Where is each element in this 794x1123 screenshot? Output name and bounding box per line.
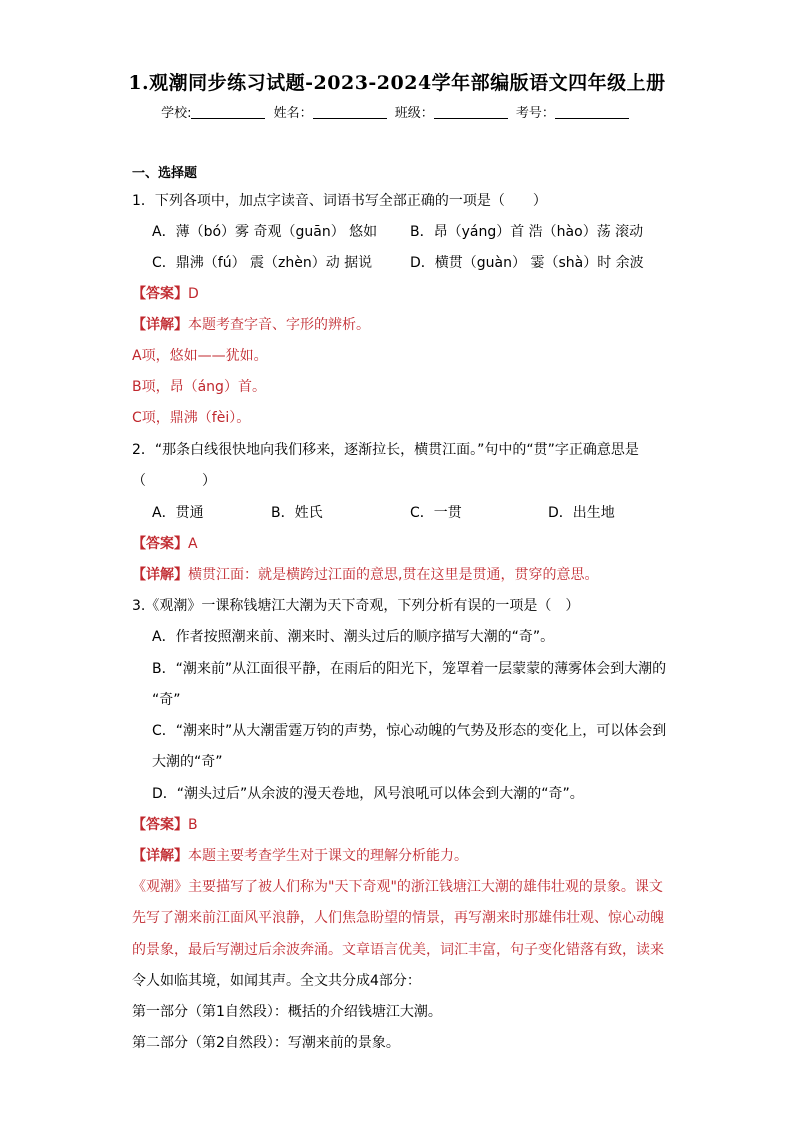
q3-detail <box>132 846 468 866</box>
q3-para-line4: 令人如临其境，如闻其声。全文共分成4部分： <box>132 973 421 989</box>
detail-tag: 【详解】 <box>132 567 188 583</box>
answer-tag: 【答案】 <box>132 286 188 302</box>
q1-note-c: C项，鼎沸（fèi）。 <box>132 410 251 426</box>
name-blank[interactable] <box>313 106 387 119</box>
detail-text: 本题主要考查学生对于课文的理解分析能力。 <box>188 848 468 864</box>
q1-option-d: D．横贯（guàn） 霎（shà）时 余波 <box>410 255 644 271</box>
q3-answer <box>132 815 198 835</box>
exam-no-blank[interactable] <box>555 106 629 119</box>
answer-value: D <box>188 286 199 302</box>
q3-para-line1: 《观潮》主要描写了被人们称为"天下奇观"的浙江钱塘江大潮的雄伟壮观的景象。课文 <box>132 879 663 895</box>
detail-text: 横贯江面：就是横跨过江面的意思,贯在这里是贯通，贯穿的意思。 <box>188 567 599 583</box>
q2-option-d: D．出生地 <box>548 505 615 521</box>
q1-detail <box>132 315 370 335</box>
detail-text: 本题考查字音、字形的辨析。 <box>188 317 370 333</box>
q3-part-1: 第一部分（第1自然段）：概括的介绍钱塘江大潮。 <box>132 1004 442 1020</box>
q3-part-2: 第二部分（第2自然段）：写潮来前的景象。 <box>132 1035 400 1051</box>
q2-answer <box>132 534 198 554</box>
section-title: 一、选择题 <box>132 166 198 181</box>
q2-option-c: C．一贯 <box>410 505 462 521</box>
answer-tag: 【答案】 <box>132 817 188 833</box>
answer-value: B <box>188 817 198 833</box>
q1-note-a: A项，悠如——犹如。 <box>132 348 268 364</box>
q1-option-c: C．鼎沸（fú） 震（zhèn）动 据说 <box>152 255 373 271</box>
q2-stem-line1: 2．“那条白线很快地向我们移来，逐渐拉长，横贯江面。”句中的“贯”字正确意思是 <box>132 442 639 458</box>
q1-answer <box>132 284 199 304</box>
q3-option-c-line1: C．“潮来时”从大潮雷霆万钧的声势，惊心动魄的气势及形态的变化上，可以体会到 <box>152 723 667 739</box>
answer-tag: 【答案】 <box>132 536 188 552</box>
class-label: 班级： <box>394 106 434 121</box>
exam-no-label: 考号： <box>515 106 555 121</box>
q1-stem: 1．下列各项中，加点字读音、词语书写全部正确的一项是（ ） <box>132 193 547 209</box>
q3-option-b-line2: “奇” <box>152 692 181 708</box>
q3-option-d: D．“潮头过后”从余波的漫天卷地，风号浪吼可以体会到大潮的“奇”。 <box>152 786 584 802</box>
answer-value: A <box>188 536 198 552</box>
q3-option-c-line2: 大潮的“奇” <box>152 754 223 770</box>
q1-option-a: A．薄（bó）雾 奇观（guān） 悠如 <box>152 224 378 240</box>
q3-option-a: A．作者按照潮来前、潮来时、潮头过后的顺序描写大潮的“奇”。 <box>152 629 555 645</box>
detail-tag: 【详解】 <box>132 317 188 333</box>
q2-stem-line2: （ ） <box>132 473 216 489</box>
class-blank[interactable] <box>434 106 508 119</box>
q2-option-b: B．姓氏 <box>271 505 323 521</box>
q2-detail <box>132 565 598 585</box>
detail-tag: 【详解】 <box>132 848 188 864</box>
school-label: 学校: <box>161 106 192 121</box>
q3-para-line3: 的景象，最后写潮过后余波奔涌。文章语言优美，词汇丰富，句子变化错落有致，读来 <box>132 942 664 958</box>
student-info-line <box>0 102 794 121</box>
q3-stem: 3.《观潮》一课称钱塘江大潮为天下奇观，下列分析有误的一项是（ ） <box>132 598 580 614</box>
document-title: 1.观潮同步练习试题-2023-2024学年部编版语文四年级上册 <box>128 72 666 94</box>
q1-note-b: B项，昂（áng）首。 <box>132 379 266 395</box>
school-blank[interactable] <box>191 106 265 119</box>
q1-option-b: B．昂（yáng）首 浩（hào）荡 滚动 <box>410 224 644 240</box>
q3-option-b-line1: B．“潮来前”从江面很平静，在雨后的阳光下，笼罩着一层蒙蒙的薄雾体会到大潮的 <box>152 661 667 677</box>
q2-option-a: A．贯通 <box>152 505 204 521</box>
name-label: 姓名： <box>273 106 313 121</box>
q3-para-line2: 先写了潮来前江面风平浪静，人们焦急盼望的情景，再写潮来时那雄伟壮观、惊心动魄 <box>132 910 664 926</box>
